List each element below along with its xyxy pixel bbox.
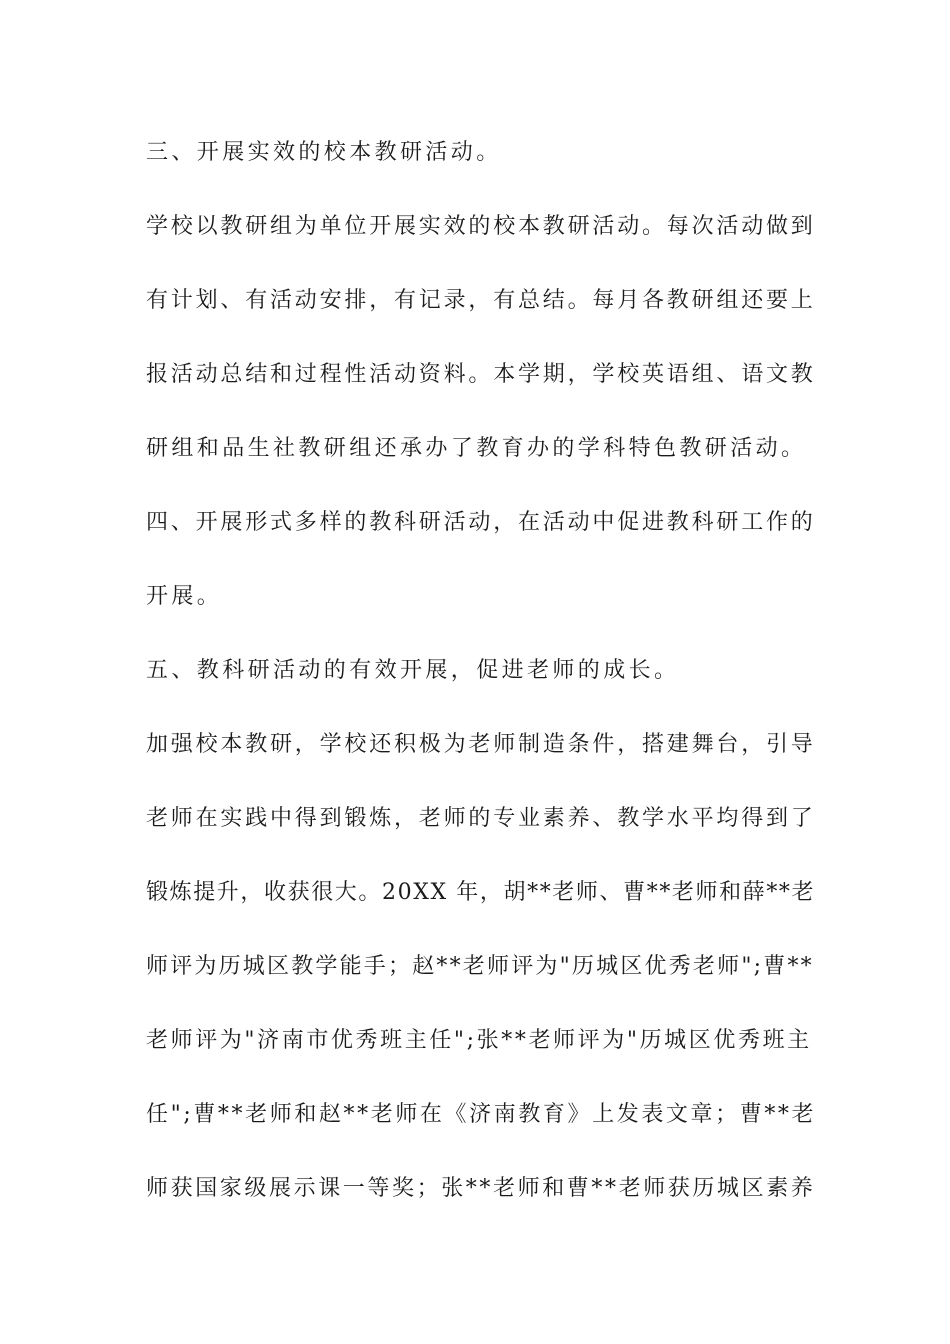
paragraph-line: 学校以教研组为单位开展实效的校本教研活动。每次活动做到 bbox=[146, 214, 816, 239]
paragraph-line: 锻炼提升，收获很大。20XX 年，胡**老师、曹**老师和薛**老 bbox=[146, 880, 816, 905]
paragraph-line: 任";曹**老师和赵**老师在《济南教育》上发表文章；曹**老 bbox=[146, 1102, 817, 1127]
heading-section-4: 四、开展形式多样的教科研活动，在活动中促进教科研工作的 bbox=[146, 510, 816, 535]
paragraph-line: 老师在实践中得到锻炼，老师的专业素养、教学水平均得到了 bbox=[146, 806, 816, 831]
paragraph-line: 老师评为"济南市优秀班主任";张**老师评为"历城区优秀班主 bbox=[146, 1028, 812, 1053]
paragraph-line: 加强校本教研，学校还积极为老师制造条件，搭建舞台，引导 bbox=[146, 732, 816, 757]
paragraph-line: 有计划、有活动安排，有记录，有总结。每月各教研组还要上 bbox=[146, 288, 816, 313]
heading-section-5: 五、教科研活动的有效开展，促进老师的成长。 bbox=[146, 658, 680, 683]
paragraph-line: 研组和品生社教研组还承办了教育办的学科特色教研活动。 bbox=[146, 436, 807, 461]
paragraph-line: 师获国家级展示课一等奖；张**老师和曹**老师获历城区素养 bbox=[146, 1176, 816, 1201]
paragraph-line: 报活动总结和过程性活动资料。本学期，学校英语组、语文教 bbox=[146, 362, 816, 387]
paragraph-line: 师评为历城区教学能手；赵**老师评为"历城区优秀老师";曹** bbox=[146, 954, 814, 979]
heading-section-4-continued: 开展。 bbox=[146, 584, 223, 609]
heading-section-3: 三、开展实效的校本教研活动。 bbox=[146, 140, 502, 165]
